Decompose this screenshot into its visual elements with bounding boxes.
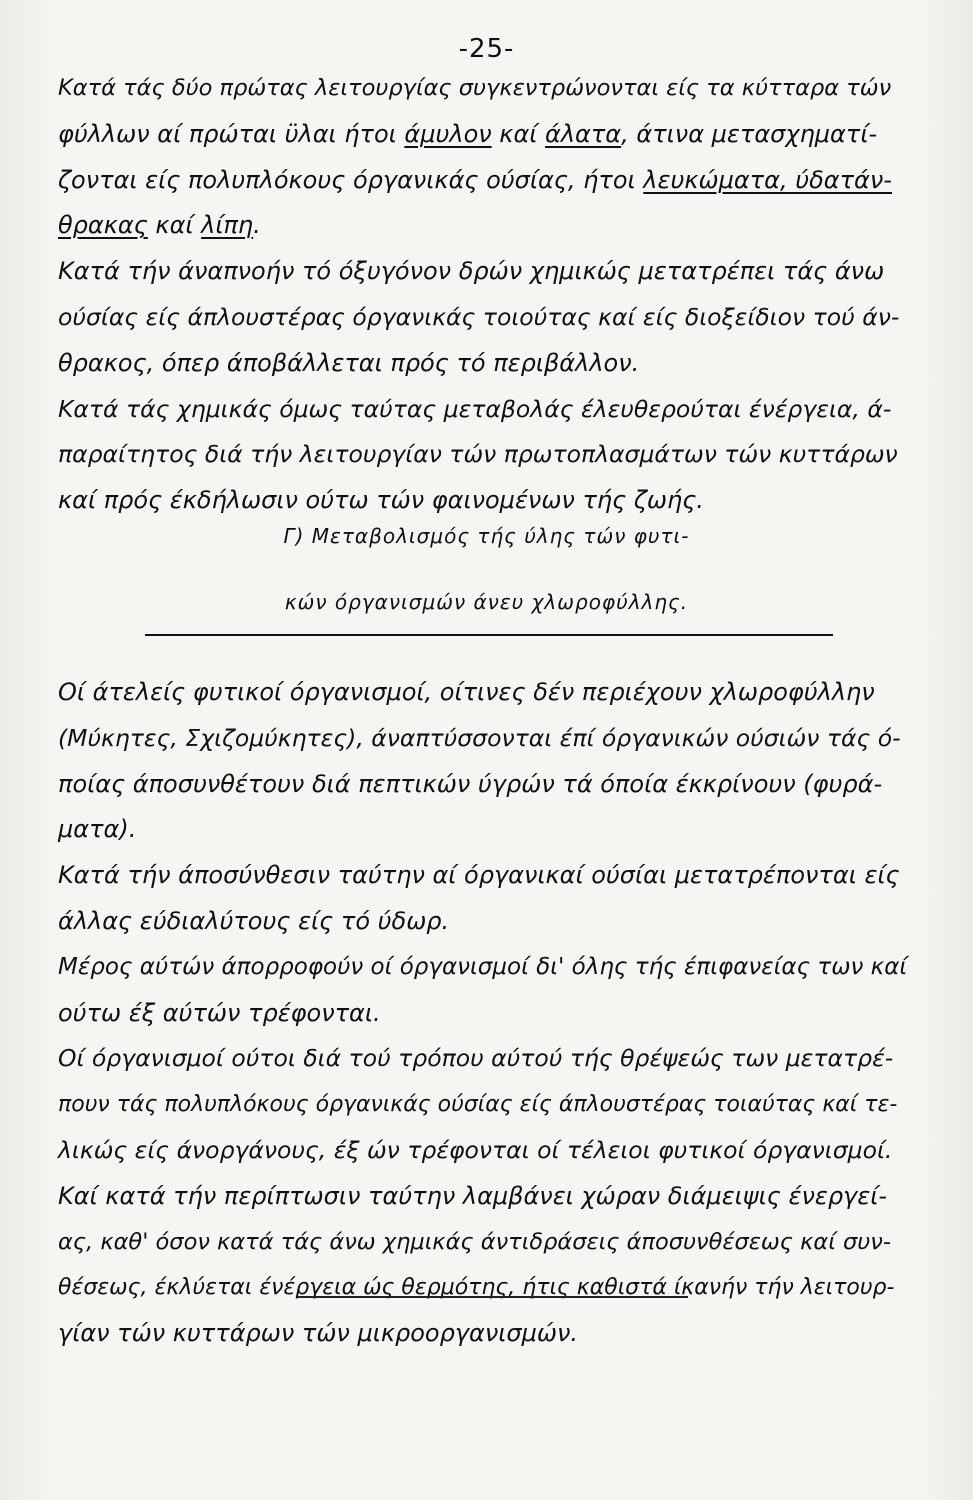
paragraph-3-line-1: Κατά τάς χημικάς όμως ταύτας μεταβολάς έλευθερούται ένέργεια, ά- bbox=[58, 394, 892, 423]
text-segment: καί bbox=[491, 119, 546, 148]
underlined-term-starch: άμυλον bbox=[404, 119, 492, 148]
paragraph-1-line-4 bbox=[58, 203, 908, 249]
paragraph-8-line-3: θέσεως, έκλύεται ένέργεια ώς θερμότης, ήτις καθιστά ίκανήν τήν λειτουρ- bbox=[58, 1275, 895, 1301]
text-segment: καί bbox=[147, 211, 202, 240]
section-heading-line-1: Γ) Μεταβολισμός τής ύλης τών φυτι- bbox=[283, 524, 690, 548]
text-segment: , άτινα μετασχηματί- bbox=[621, 119, 878, 148]
paragraph-3-line-3: καί πρός έκδήλωσιν ούτω τών φαινομένων τής ζωής. bbox=[58, 486, 704, 515]
underlined-term-hydrates: θρακας bbox=[58, 211, 148, 240]
paragraph-7-line-1: Οί όργανισμοί ούτοι διά τού τρόπου αύτού τής θρέψεώς των μετατρέ- bbox=[58, 1044, 894, 1073]
paragraph-2-line-1: Κατά τήν άναπνοήν τό όξυγόνον δρών χημικώς μετατρέπει τάς άνω bbox=[58, 257, 885, 286]
text-segment: . bbox=[253, 211, 261, 240]
underlined-term-proteins-carbs: λευκώματα, ύδατάν- bbox=[643, 165, 892, 194]
text-segment: ζονται είς πολυπλόκους όργανικάς ούσίας, ήτοι bbox=[58, 165, 644, 194]
end-divider bbox=[298, 1296, 688, 1298]
paragraph-1-line-3 bbox=[58, 158, 908, 204]
underlined-term-fats: λίπη bbox=[201, 211, 254, 240]
paragraph-2-line-2: ούσίας είς άπλουστέρας όργανικάς τοιούτας καί είς διοξείδιον τού άν- bbox=[58, 302, 900, 331]
paragraph-8-line-4: γίαν τών κυττάρων τών μικροοργανισμών. bbox=[58, 1319, 578, 1348]
underlined-term-salts: άλατα bbox=[545, 119, 622, 148]
paragraph-8-line-1: Καί κατά τήν περίπτωσιν ταύτην λαμβάνει χώραν διάμειψις ένεργεί- bbox=[58, 1181, 888, 1210]
section-heading-line-2: κών όργανισμών άνευ χλωροφύλλης. bbox=[284, 590, 689, 614]
paragraph-2-line-3: θρακος, όπερ άποβάλλεται πρός τό περιβάλλον. bbox=[58, 348, 640, 377]
paragraph-4-line-3: ποίας άποσυνθέτουν διά πεπτικών ύγρών τά όποία έκκρίνουν (φυρά- bbox=[58, 769, 883, 798]
paragraph-6-line-1: Μέρος αύτών άπορροφούν οί όργανισμοί δι' όλης τής έπιφανείας των καί bbox=[58, 953, 908, 980]
paragraph-4-line-1: Οί άτελείς φυτικοί όργανισμοί, οίτινες δέν περιέχουν χλωροφύλλην bbox=[58, 678, 875, 706]
paragraph-1-line-1: Κατά τάς δύο πρώτας λειτουργίας συγκεντρώνονται είς τα κύτταρα τών bbox=[58, 75, 892, 101]
paragraph-7-line-2: πουν τάς πολυπλόκους όργανικάς ούσίας είς άπλουστέρας τοιαύτας καί τε- bbox=[58, 1092, 898, 1118]
paragraph-1-line-2 bbox=[58, 112, 908, 158]
paragraph-5-line-2: άλλας εύδιαλύτους είς τό ύδωρ. bbox=[58, 906, 450, 935]
paragraph-7-line-3: λικώς είς άνοργάνους, έξ ών τρέφονται οί τέλειοι φυτικοί όργανισμοί. bbox=[58, 1135, 893, 1164]
paragraph-4-line-2: (Μύκητες, Σχιζομύκητες), άναπτύσσονται έπί όργανικών ούσιών τάς ό- bbox=[58, 723, 901, 752]
page-number: -25- bbox=[458, 34, 515, 64]
paragraph-8-line-2: ας, καθ' όσον κατά τάς άνω χημικάς άντιδράσεις άποσυνθέσεως καί συν- bbox=[58, 1228, 891, 1255]
paragraph-5-line-1: Κατά τήν άποσύνθεσιν ταύτην αί όργανικαί ούσίαι μετατρέπονται είς bbox=[58, 861, 900, 890]
paragraphs-top bbox=[58, 66, 908, 524]
paragraph-6-line-2: ούτω έξ αύτών τρέφονται. bbox=[58, 998, 381, 1027]
text-segment: φύλλων αί πρώται ϋλαι ήτοι bbox=[58, 119, 405, 148]
paragraph-3-line-2: παραίτητος διά τήν λειτουργίαν τών πρωτοπλασμάτων τών κυττάρων bbox=[58, 440, 898, 469]
heading-underline bbox=[145, 634, 833, 636]
paragraphs-bottom bbox=[58, 670, 908, 1357]
paragraph-4-line-4: ματα). bbox=[58, 815, 137, 844]
